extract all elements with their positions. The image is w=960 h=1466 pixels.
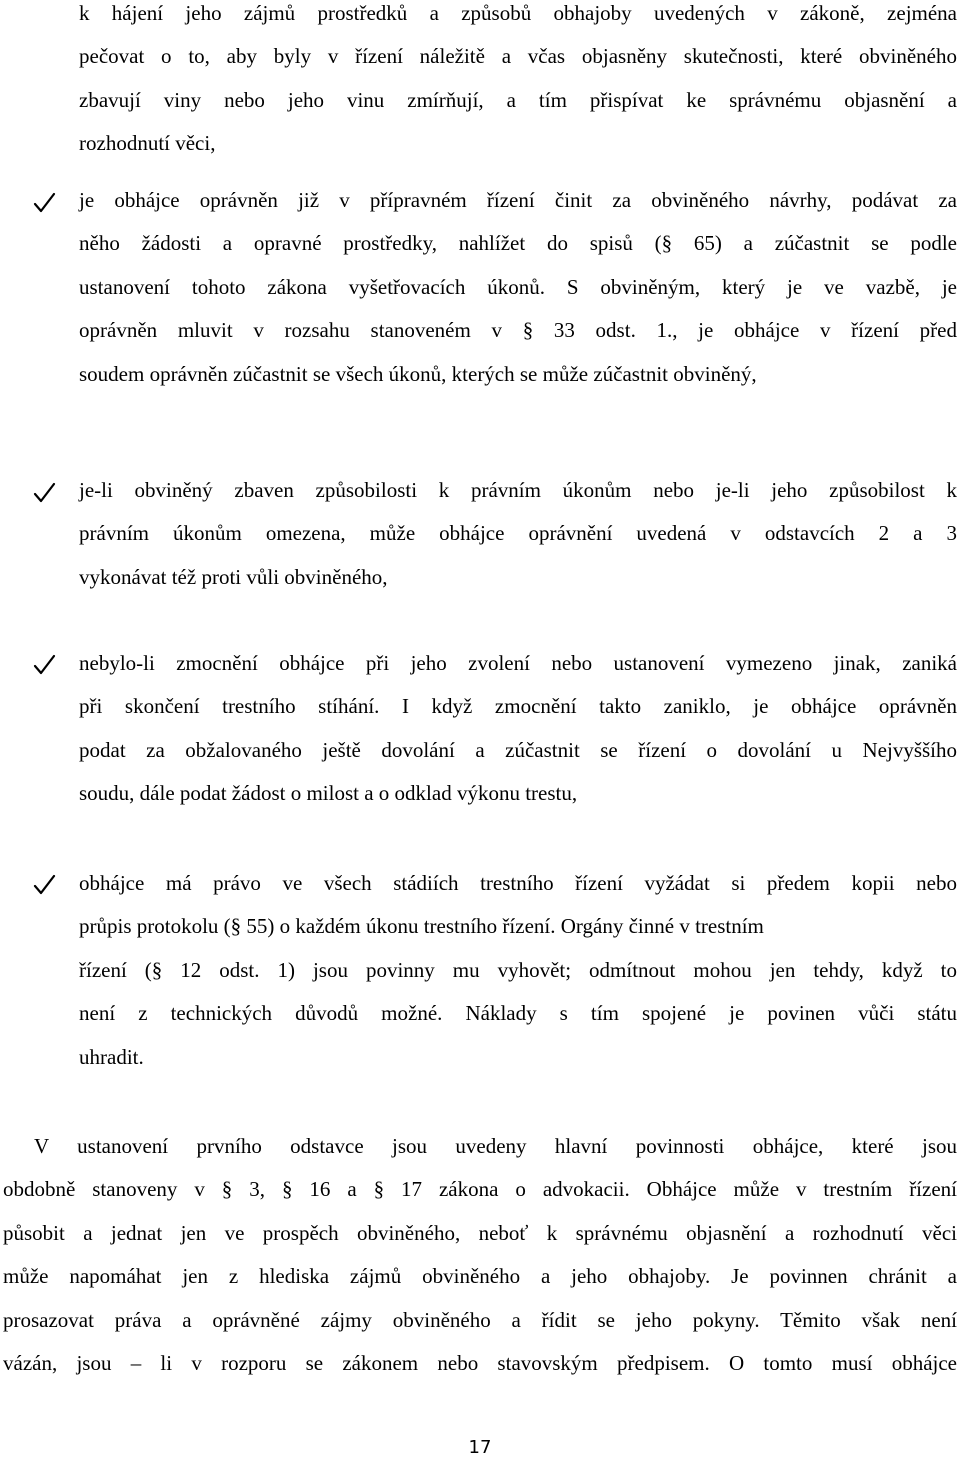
text-line: není z technických důvodů možné. Náklady s tím spojené je povinen vůči státu <box>79 1001 957 1026</box>
page-number: 17 <box>468 1437 492 1458</box>
bullet-item <box>79 179 957 396</box>
text-line: obhájce má právo ve všech stádiích trestního řízení vyžádat si předem kopii nebo <box>79 871 957 895</box>
text-line: soudem oprávněn zúčastnit se všech úkonů, kterých se může zúčastnit obviněný, <box>79 361 757 386</box>
text-line: při skončení trestního stíhání. I když zmocnění takto zaniklo, je obhájce oprávněn <box>79 694 957 719</box>
text-line: podat za obžalovaného ještě dovolání a zúčastnit se řízení o dovolání u Nejvyššího <box>79 737 957 762</box>
bullet-item <box>79 862 957 1079</box>
text-line: je-li obviněný zbaven způsobilosti k právním úkonům nebo je-li jeho způsobilost k <box>79 478 957 502</box>
check-icon <box>32 652 58 678</box>
text-line: k hájení jeho zájmů prostředků a způsobů obhajoby uvedených v zákoně, zejména <box>79 1 957 25</box>
check-icon <box>32 872 58 898</box>
text-line: pečovat o to, aby byly v řízení náležitě a včas objasněny skutečnosti, které obviněného <box>79 44 957 69</box>
bullet-item <box>79 469 957 599</box>
text-line: obdobně stanoveny v § 3, § 16 a § 17 zákona o advokacii. Obhájce může v trestním řízení <box>3 1177 957 1202</box>
text-line: oprávněn mluvit v rozsahu stanoveném v § 33 odst. 1., je obhájce v řízení před <box>79 318 957 343</box>
text-line: uhradit. <box>79 1044 144 1069</box>
text-line: zbavují viny nebo jeho vinu zmírňují, a tím přispívat ke správnému objasnění a <box>79 87 957 112</box>
text-line: vázán, jsou – li v rozporu se zákonem nebo stavovským předpisem. O tomto musí obhájce <box>3 1350 957 1375</box>
bullet-item <box>79 642 957 816</box>
text-line: působit a jednat jen ve prospěch obviněného, neboť k správnému objasnění a rozhodnutí věci <box>3 1220 957 1245</box>
text-line: V ustanovení prvního odstavce jsou uvedeny hlavní povinnosti obhájce, které jsou <box>34 1134 957 1158</box>
text-line: prosazovat práva a oprávněné zájmy obviněného a řídit se jeho pokyny. Těmito však není <box>3 1307 957 1332</box>
text-line: něho žádosti a opravné prostředky, nahlížet do spisů (§ 65) a zúčastnit se podle <box>79 231 957 256</box>
text-line: je obhájce oprávněn již v přípravném řízení činit za obviněného návrhy, podávat za <box>79 188 957 212</box>
body-paragraph <box>3 1125 957 1385</box>
intro-text <box>79 0 957 166</box>
text-line: nebylo-li zmocnění obhájce při jeho zvolení nebo ustanovení vymezeno jinak, zaniká <box>79 651 957 675</box>
text-line: rozhodnutí věci, <box>79 131 216 156</box>
text-line: vykonávat též proti vůli obviněného, <box>79 564 388 589</box>
text-line: průpis protokolu (§ 55) o každém úkonu trestního řízení. Orgány činné v trestním <box>79 914 764 939</box>
text-line: řízení (§ 12 odst. 1) jsou povinny mu vyhovět; odmítnout mohou jen tehdy, když to <box>79 957 957 982</box>
check-icon <box>32 190 58 216</box>
text-line: soudu, dále podat žádost o milost a o odklad výkonu trestu, <box>79 781 578 806</box>
text-line: může napomáhat jen z hlediska zájmů obviněného a jeho obhajoby. Je povinnen chránit a <box>3 1264 957 1289</box>
check-icon <box>32 480 58 506</box>
text-line: právním úkonům omezena, může obhájce oprávnění uvedená v odstavcích 2 a 3 <box>79 521 957 546</box>
text-line: ustanovení tohoto zákona vyšetřovacích úkonů. S obviněným, který je ve vazbě, je <box>79 274 957 299</box>
